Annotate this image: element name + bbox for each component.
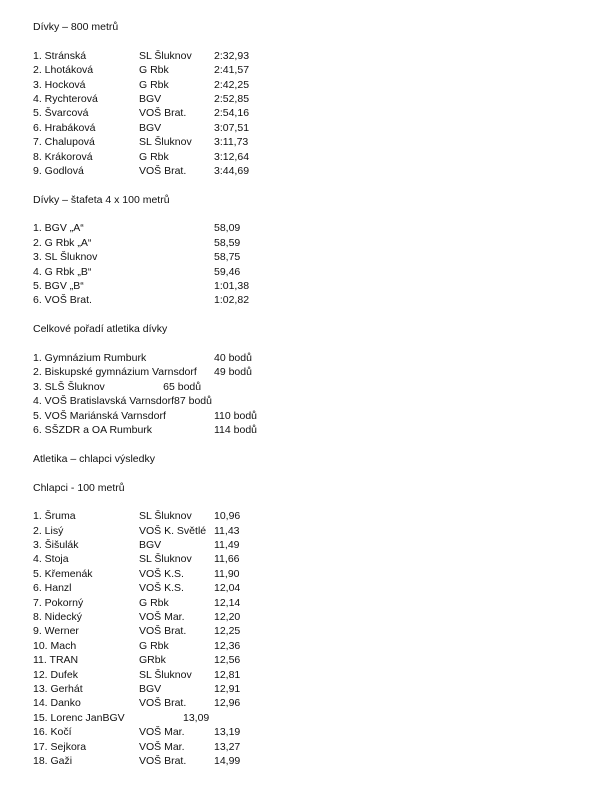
relay-row: 2. G Rbk „A“ 58,59 — [33, 236, 241, 249]
overall-row: 2. Biskupské gymnázium Varnsdorf 49 bodů — [33, 366, 252, 379]
overall-row: 4. VOŠ Bratislavská Varnsdorf87 bodů — [33, 395, 212, 408]
result-row: 13. Gerhát BGV 12,91 — [33, 682, 241, 695]
overall-row: 1. Gymnázium Rumburk 40 bodů — [33, 351, 252, 364]
result-row: 8. Nidecký VOŠ Mar. 12,20 — [33, 611, 241, 624]
result-row: 9. Werner VOŠ Brat. 12,25 — [33, 625, 241, 638]
result-row: 11. TRAN GRbk 12,56 — [33, 654, 241, 667]
result-row: 3. Šišulák BGV 11,49 — [33, 539, 240, 552]
result-row: 7. Pokorný G Rbk 12,14 — [33, 596, 241, 609]
result-row: 12. Dufek SL Šluknov 12,81 — [33, 668, 241, 681]
result-row: 14. Danko VOŠ Brat. 12,96 — [33, 697, 241, 710]
result-row: 18. Gaži VOŠ Brat. 14,99 — [33, 754, 241, 767]
overall-row: 6. SŠZDR a OA Rumburk 114 bodů — [33, 423, 258, 436]
result-row: 4. Stoja SL Šluknov 11,66 — [33, 553, 240, 566]
section-title: Celkové pořadí atletika dívky — [33, 323, 168, 336]
section-title: Dívky – 800 metrů — [33, 21, 119, 33]
section-title: Dívky – štafeta 4 x 100 metrů — [33, 193, 170, 206]
result-row: 17. Sejkora VOŠ Mar. 13,27 — [33, 740, 241, 753]
result-row: 16. Kočí VOŠ Mar. 13,19 — [33, 726, 241, 739]
document-body — [33, 20, 593, 768]
result-row: 6. Hanzl VOŠ K.S. 12,04 — [33, 582, 241, 595]
relay-row: 5. BGV „B“ 1:01,38 — [33, 280, 250, 293]
result-row: 5. Křemenák VOŠ K.S. 11,90 — [33, 567, 240, 580]
result-row: 10. Mach G Rbk 12,36 — [33, 639, 241, 652]
relay-row: 6. VOŠ Brat. 1:02,82 — [33, 294, 250, 307]
relay-row: 1. BGV „A“ 58,09 — [33, 222, 241, 235]
result-row: 8. Krákorová G Rbk 3:12,64 — [33, 150, 250, 163]
result-row: 15. Lorenc JanBGV 13,09 — [33, 711, 210, 724]
relay-row: 4. G Rbk „B“ 59,46 — [33, 265, 241, 278]
result-row: 7. Chalupová SL Šluknov 3:11,73 — [33, 136, 249, 149]
overall-row: 5. VOŠ Mariánská Varnsdorf 110 bodů — [33, 409, 258, 422]
result-row: 5. Švarcová VOŠ Brat. 2:54,16 — [33, 107, 250, 120]
section-title: Chlapci - 100 metrů — [33, 481, 125, 494]
result-row: 1. Stránská SL Šluknov 2:32,93 — [33, 49, 250, 62]
section-title: Atletika – chlapci výsledky — [33, 452, 155, 465]
result-row: 3. Hocková G Rbk 2:42,25 — [33, 78, 250, 91]
result-row: 2. Lisý VOŠ K. Světlé 11,43 — [33, 524, 240, 537]
result-row: 9. Godlová VOŠ Brat. 3:44,69 — [33, 164, 250, 177]
result-row: 6. Hrabáková BGV 3:07,51 — [33, 121, 250, 134]
relay-row: 3. SL Šluknov 58,75 — [33, 251, 241, 264]
result-row: 2. Lhotáková G Rbk 2:41,57 — [33, 64, 250, 77]
overall-row: 3. SLŠ Šluknov 65 bodů — [33, 380, 202, 393]
result-row: 4. Rychterová BGV 2:52,85 — [33, 92, 250, 105]
result-row: 1. Šruma SL Šluknov 10,96 — [33, 510, 241, 523]
